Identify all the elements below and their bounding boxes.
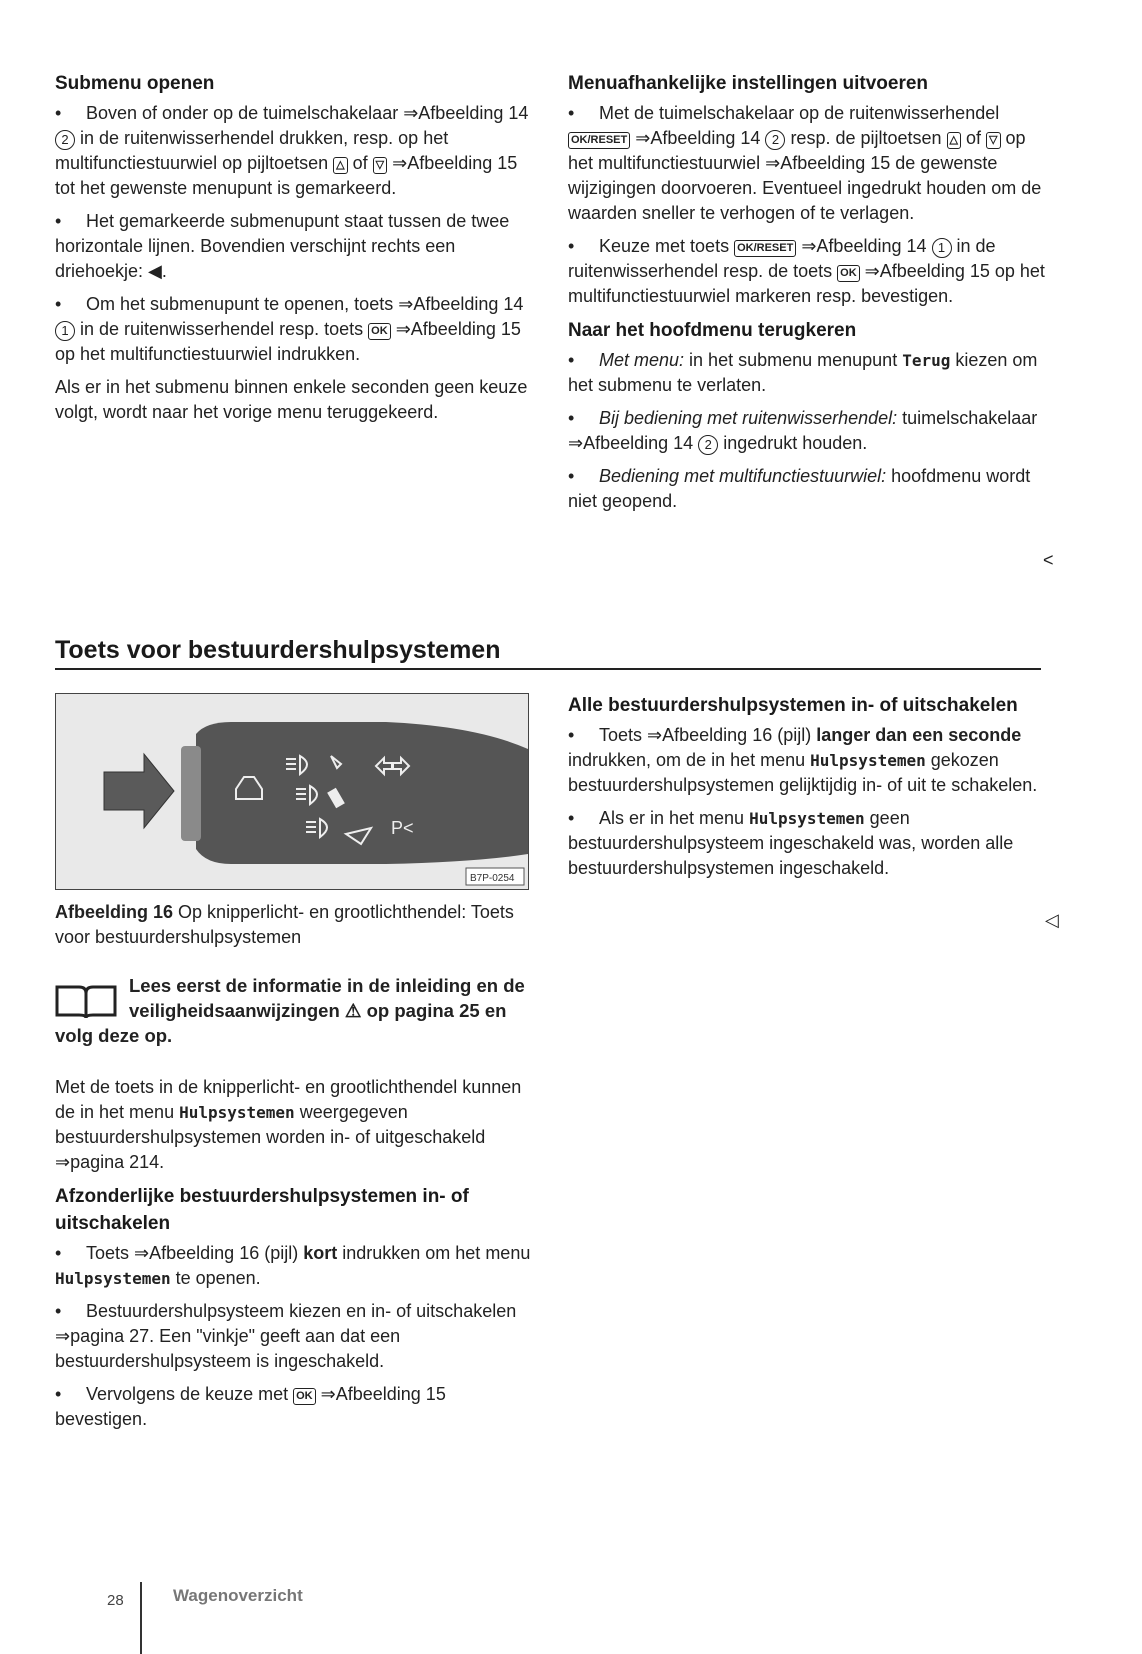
- menu-name: Hulpsystemen: [55, 1269, 171, 1288]
- text-span: kiezen om het submenu te verlaten.: [568, 350, 1038, 395]
- key-symbol: △: [333, 157, 347, 174]
- text-span: hoofdmenu wordt niet geopend.: [568, 466, 1031, 511]
- text-span: in het submenu menupunt: [684, 350, 903, 370]
- text-span: langer dan een seconde: [816, 725, 1022, 745]
- reference-arrow-icon: ⇒: [403, 103, 419, 123]
- callout-number: 2: [55, 130, 75, 150]
- text-span: op het multifunctiestuurwiel: [568, 128, 1026, 173]
- text-span: Afbeelding 15 op het multifunctiestuurwiel indrukken.: [55, 319, 521, 364]
- stalk-illustration: [56, 694, 528, 889]
- text-span: Afbeelding 16 (pijl): [149, 1243, 304, 1263]
- callout-number: 1: [932, 238, 952, 258]
- reference-arrow-icon: ⇒: [395, 319, 411, 339]
- reference-arrow-icon: ⇒: [55, 1326, 71, 1346]
- text-span: indrukken om het menu: [337, 1243, 531, 1263]
- bullet-icon: •: [568, 466, 575, 486]
- bullet-icon: •: [55, 103, 62, 123]
- reference-arrow-icon: ⇒: [864, 261, 880, 281]
- section-title: Toets voor bestuurdershulpsystemen: [55, 636, 501, 664]
- text-span: Bediening met multifunctiestuurwiel:: [599, 466, 887, 486]
- key-symbol: OK: [293, 1388, 316, 1405]
- section-end-mark-2: ◁: [1045, 910, 1059, 930]
- text-span: resp. de pijltoetsen: [785, 128, 947, 148]
- text-span: of: [347, 153, 373, 173]
- bullet-icon: •: [55, 1243, 62, 1263]
- menu-settings-section: [568, 70, 1048, 522]
- paragraph: [55, 375, 533, 425]
- text-span: Afbeelding 14: [650, 128, 766, 148]
- bullet-item: [568, 101, 1048, 226]
- text-span: Toets: [599, 725, 648, 745]
- reference-arrow-icon: ⇒: [635, 128, 651, 148]
- key-symbol: △: [947, 132, 961, 149]
- bullet-icon: •: [568, 808, 575, 828]
- text-span: Als er in het submenu binnen enkele seconden geen keuze volgt, wordt naar het vorige menu teruggekeerd.: [55, 377, 528, 422]
- text-span: Afbeelding 14: [583, 433, 699, 453]
- figure-caption-text: Op knipperlicht- en grootlichthendel: Toets voor bestuurdershulpsystemen: [55, 902, 514, 947]
- bullet-item: [55, 101, 533, 201]
- bullet-item: [568, 406, 1048, 456]
- paragraph: [55, 1075, 533, 1175]
- key-symbol: OK/RESET: [734, 240, 796, 257]
- all-assist-section: [568, 692, 1048, 889]
- bullet-item: [568, 806, 1048, 881]
- callout-number: 2: [765, 130, 785, 150]
- reference-arrow-icon: ⇒: [568, 433, 584, 453]
- text-span: Afbeelding 14: [816, 236, 932, 256]
- text-span: Afbeelding 14: [413, 294, 524, 314]
- text-span: tuimelschakelaar: [897, 408, 1038, 428]
- subheading: Submenu openen: [55, 73, 215, 94]
- bullet-icon: •: [55, 211, 62, 231]
- text-span: Vervolgens de keuze met: [86, 1384, 294, 1404]
- subheading: Afzonderlijke bestuurdershulpsystemen in- of uitschakelen: [55, 1186, 469, 1234]
- text-span: Het gemarkeerde submenupunt staat tussen de twee horizontale lijnen. Bovendien verschijnt rechts een driehoekje: ◀.: [55, 211, 510, 281]
- text-span: pagina 214.: [70, 1152, 165, 1172]
- text-span: in de ruitenwisserhendel resp. toets: [75, 319, 369, 339]
- key-symbol: OK: [837, 265, 860, 282]
- reference-arrow-icon: ⇒: [647, 725, 663, 745]
- callout-number: 2: [698, 435, 718, 455]
- figure-code: B7P-0254: [470, 873, 515, 884]
- bullet-icon: •: [568, 350, 575, 370]
- safety-notice: [55, 973, 535, 1048]
- text-span: Met menu:: [599, 350, 685, 370]
- reference-arrow-icon: ⇒: [765, 153, 781, 173]
- text-span: of: [961, 128, 987, 148]
- text-span: Om het submenupunt te openen, toets: [86, 294, 399, 314]
- menu-name: Hulpsystemen: [810, 751, 926, 770]
- text-span: Afbeelding 15 op het multifunctiestuurwiel markeren resp. bevestigen.: [568, 261, 1045, 306]
- text-span: weergegeven bestuurdershulpsystemen worden in- of uitgeschakeld: [55, 1102, 486, 1147]
- bullet-item: [568, 464, 1048, 514]
- bullet-item: [55, 292, 533, 367]
- bullet-item: [55, 209, 533, 284]
- bullet-item: [568, 348, 1048, 398]
- key-symbol: OK: [368, 323, 391, 340]
- bullet-icon: •: [568, 236, 575, 256]
- hulpsystemen-section: [55, 1075, 533, 1440]
- text-span: Als er in het menu: [599, 808, 750, 828]
- text-span: Afbeelding 15 bevestigen.: [55, 1384, 446, 1429]
- reference-arrow-icon: ⇒: [134, 1243, 150, 1263]
- reference-arrow-icon: ⇒: [801, 236, 817, 256]
- key-symbol: ▽: [373, 157, 387, 174]
- menu-name: Terug: [902, 351, 951, 370]
- bullet-icon: •: [568, 408, 575, 428]
- text-span: geen bestuurdershulpsysteem ingeschakeld was, worden alle bestuurdershulpsystemen ingeschakeld.: [568, 808, 1014, 878]
- footer-section: Wagenoverzicht: [173, 1586, 303, 1605]
- figure-caption-label: Afbeelding 16: [55, 902, 174, 922]
- notice-text: Lees eerst de informatie in de inleiding en de veiligheidsaanwijzingen ⚠ op pagina 25 en volg deze op.: [55, 975, 525, 1046]
- callout-number: 1: [55, 321, 75, 341]
- menu-name: Hulpsystemen: [179, 1103, 295, 1122]
- book-icon: [55, 979, 117, 1019]
- text-span: Boven of onder op de tuimelschakelaar: [86, 103, 404, 123]
- text-span: indrukken, om de in het menu: [568, 750, 811, 770]
- bullet-icon: •: [55, 1301, 62, 1321]
- text-span: gekozen bestuurdershulpsystemen gelijktijdig in- of uit te schakelen.: [568, 750, 1038, 795]
- bullet-item: [55, 1299, 533, 1374]
- text-span: kort: [303, 1243, 338, 1263]
- reference-arrow-icon: ⇒: [398, 294, 414, 314]
- page-number: 28: [107, 1592, 124, 1609]
- reference-arrow-icon: ⇒: [55, 1152, 71, 1172]
- text-span: in de ruitenwisserhendel drukken, resp. op het multifunctiestuurwiel op pijltoetsen: [55, 128, 449, 173]
- section-end-mark: <: [1043, 550, 1054, 570]
- submenu-openen-section: [55, 70, 533, 433]
- figure-caption: [55, 900, 535, 950]
- text-span: Toets: [86, 1243, 135, 1263]
- bullet-icon: •: [55, 294, 62, 314]
- text-span: Afbeelding 15 de gewenste wijzigingen doorvoeren. Eventueel ingedrukt houden om de waarden sneller te verhogen of te verlagen.: [568, 153, 1042, 223]
- text-span: Bestuurdershulpsysteem kiezen en in- of uitschakelen: [86, 1301, 517, 1321]
- text-span: te openen.: [170, 1268, 261, 1288]
- subheading: Menuafhankelijke instellingen uitvoeren: [568, 73, 929, 94]
- bullet-item: [55, 1382, 533, 1432]
- text-span: pagina 27. Een "vinkje" geeft aan dat een bestuurdershulpsysteem is ingeschakeld.: [55, 1326, 401, 1371]
- text-span: Met de toets in de knipperlicht- en grootlichthendel kunnen de in het menu: [55, 1077, 522, 1122]
- bullet-icon: •: [568, 725, 575, 745]
- reference-arrow-icon: ⇒: [392, 153, 408, 173]
- key-symbol: ▽: [986, 132, 1000, 149]
- text-span: Met de tuimelschakelaar op de ruitenwisserhendel: [599, 103, 1000, 123]
- menu-name: Hulpsystemen: [749, 809, 865, 828]
- text-span: Keuze met toets: [599, 236, 735, 256]
- bullet-icon: •: [568, 103, 575, 123]
- footer-divider: [140, 1582, 142, 1654]
- text-span: Bij bediening met ruitenwisserhendel:: [599, 408, 898, 428]
- bullet-item: [55, 1241, 533, 1291]
- bullet-icon: •: [55, 1384, 62, 1404]
- text-span: in de ruitenwisserhendel resp. de toets: [568, 236, 996, 281]
- reference-arrow-icon: ⇒: [320, 1384, 336, 1404]
- key-symbol: OK/RESET: [568, 132, 630, 149]
- svg-text:P<: P<: [391, 818, 414, 838]
- text-span: ingedrukt houden.: [718, 433, 868, 453]
- bullet-item: [568, 723, 1048, 798]
- bullet-item: [568, 234, 1048, 309]
- text-span: Afbeelding 15 tot het gewenste menupunt is gemarkeerd.: [55, 153, 518, 198]
- subheading: Naar het hoofdmenu terugkeren: [568, 320, 857, 341]
- arrow-pointer-icon: [104, 754, 174, 828]
- text-span: Afbeelding 16 (pijl): [662, 725, 817, 745]
- section-rule: [55, 668, 1041, 670]
- figure-16-image: [55, 693, 529, 890]
- subheading: Alle bestuurdershulpsystemen in- of uitschakelen: [568, 695, 1018, 716]
- text-span: Afbeelding 14: [418, 103, 529, 123]
